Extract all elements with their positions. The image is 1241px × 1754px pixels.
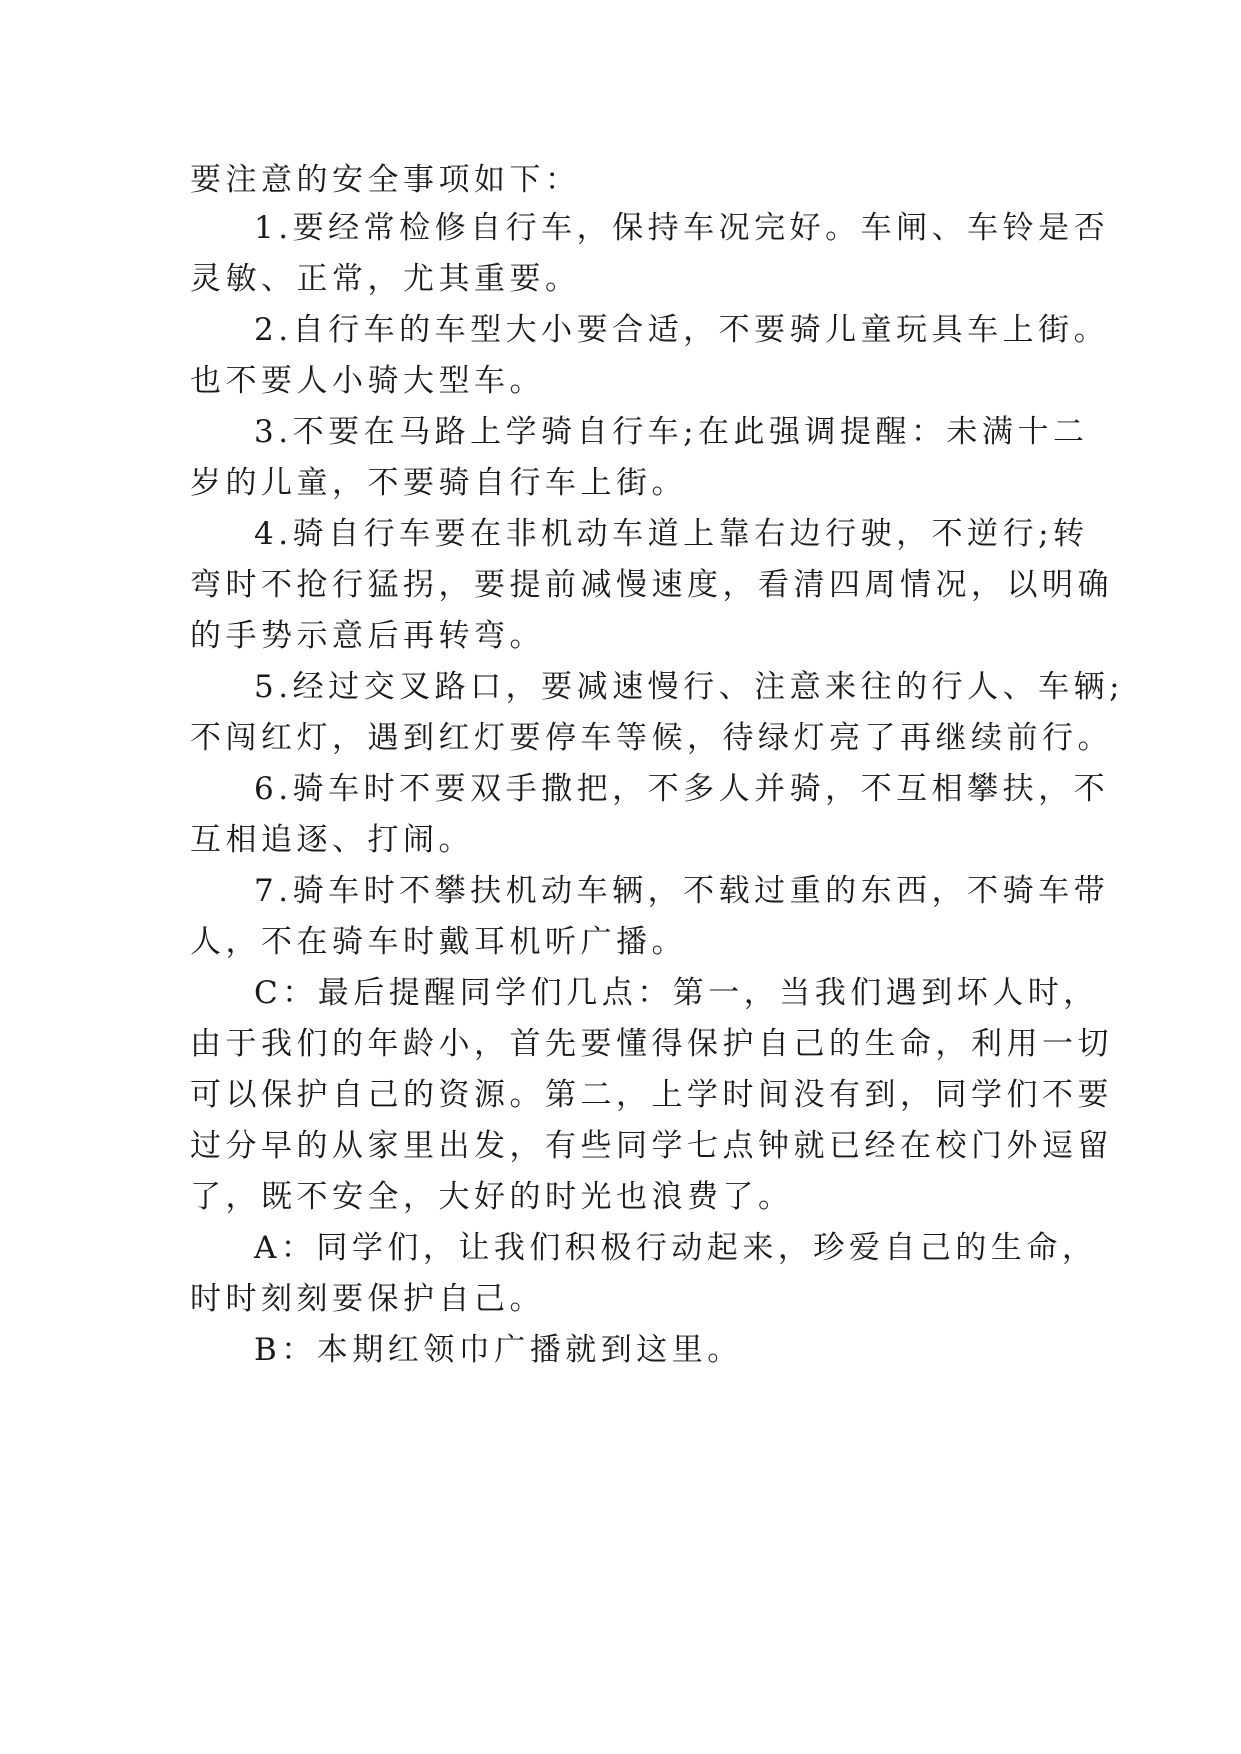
text-line: 灵敏、正常，尤其重要。 <box>190 261 581 297</box>
text-line: B：本期红领巾广播就到这里。 <box>254 1332 743 1368</box>
text-line: 过分早的从家里出发，有些同学七点钟就已经在校门外逗留 <box>190 1128 1113 1164</box>
text-line: 3.不要在马路上学骑自行车;在此强调提醒：未满十二 <box>254 414 1089 450</box>
text-line: 1.要经常检修自行车，保持车况完好。车闸、车铃是否 <box>254 210 1110 246</box>
text-line: 了，既不安全，大好的时光也浪费了。 <box>190 1179 794 1215</box>
text-line: 7.骑车时不攀扶机动车辆，不载过重的东西，不骑车带 <box>254 873 1110 909</box>
text-line: 由于我们的年龄小，首先要懂得保护自己的生命，利用一切 <box>190 1026 1113 1062</box>
text-line: 也不要人小骑大型车。 <box>190 363 545 399</box>
text-line: 弯时不抢行猛拐，要提前减慢速度，看清四周情况，以明确 <box>190 567 1113 603</box>
text-line: 4.骑自行车要在非机动车道上靠右边行驶，不逆行;转 <box>254 516 1089 552</box>
text-line: 人，不在骑车时戴耳机听广播。 <box>190 924 687 960</box>
text-line: 岁的儿童，不要骑自行车上街。 <box>190 465 687 501</box>
text-line: 不闯红灯，遇到红灯要停车等候，待绿灯亮了再继续前行。 <box>190 720 1113 756</box>
text-line: 时时刻刻要保护自己。 <box>190 1281 545 1317</box>
text-line: 要注意的安全事项如下： <box>190 162 581 198</box>
text-line: 互相追逐、打闹。 <box>190 822 474 858</box>
text-line: C：最后提醒同学们几点：第一，当我们遇到坏人时， <box>254 975 1099 1011</box>
text-line: 的手势示意后再转弯。 <box>190 618 545 654</box>
text-line: 5.经过交叉路口，要减速慢行、注意来往的行人、车辆; <box>254 669 1125 705</box>
text-line: 可以保护自己的资源。第二，上学时间没有到，同学们不要 <box>190 1077 1113 1113</box>
text-line: 6.骑车时不要双手撒把，不多人并骑，不互相攀扶，不 <box>254 771 1110 807</box>
text-line: 2.自行车的车型大小要合适，不要骑儿童玩具车上街。 <box>254 312 1110 348</box>
text-line: A：同学们，让我们积极行动起来，珍爱自己的生命， <box>254 1230 1098 1266</box>
